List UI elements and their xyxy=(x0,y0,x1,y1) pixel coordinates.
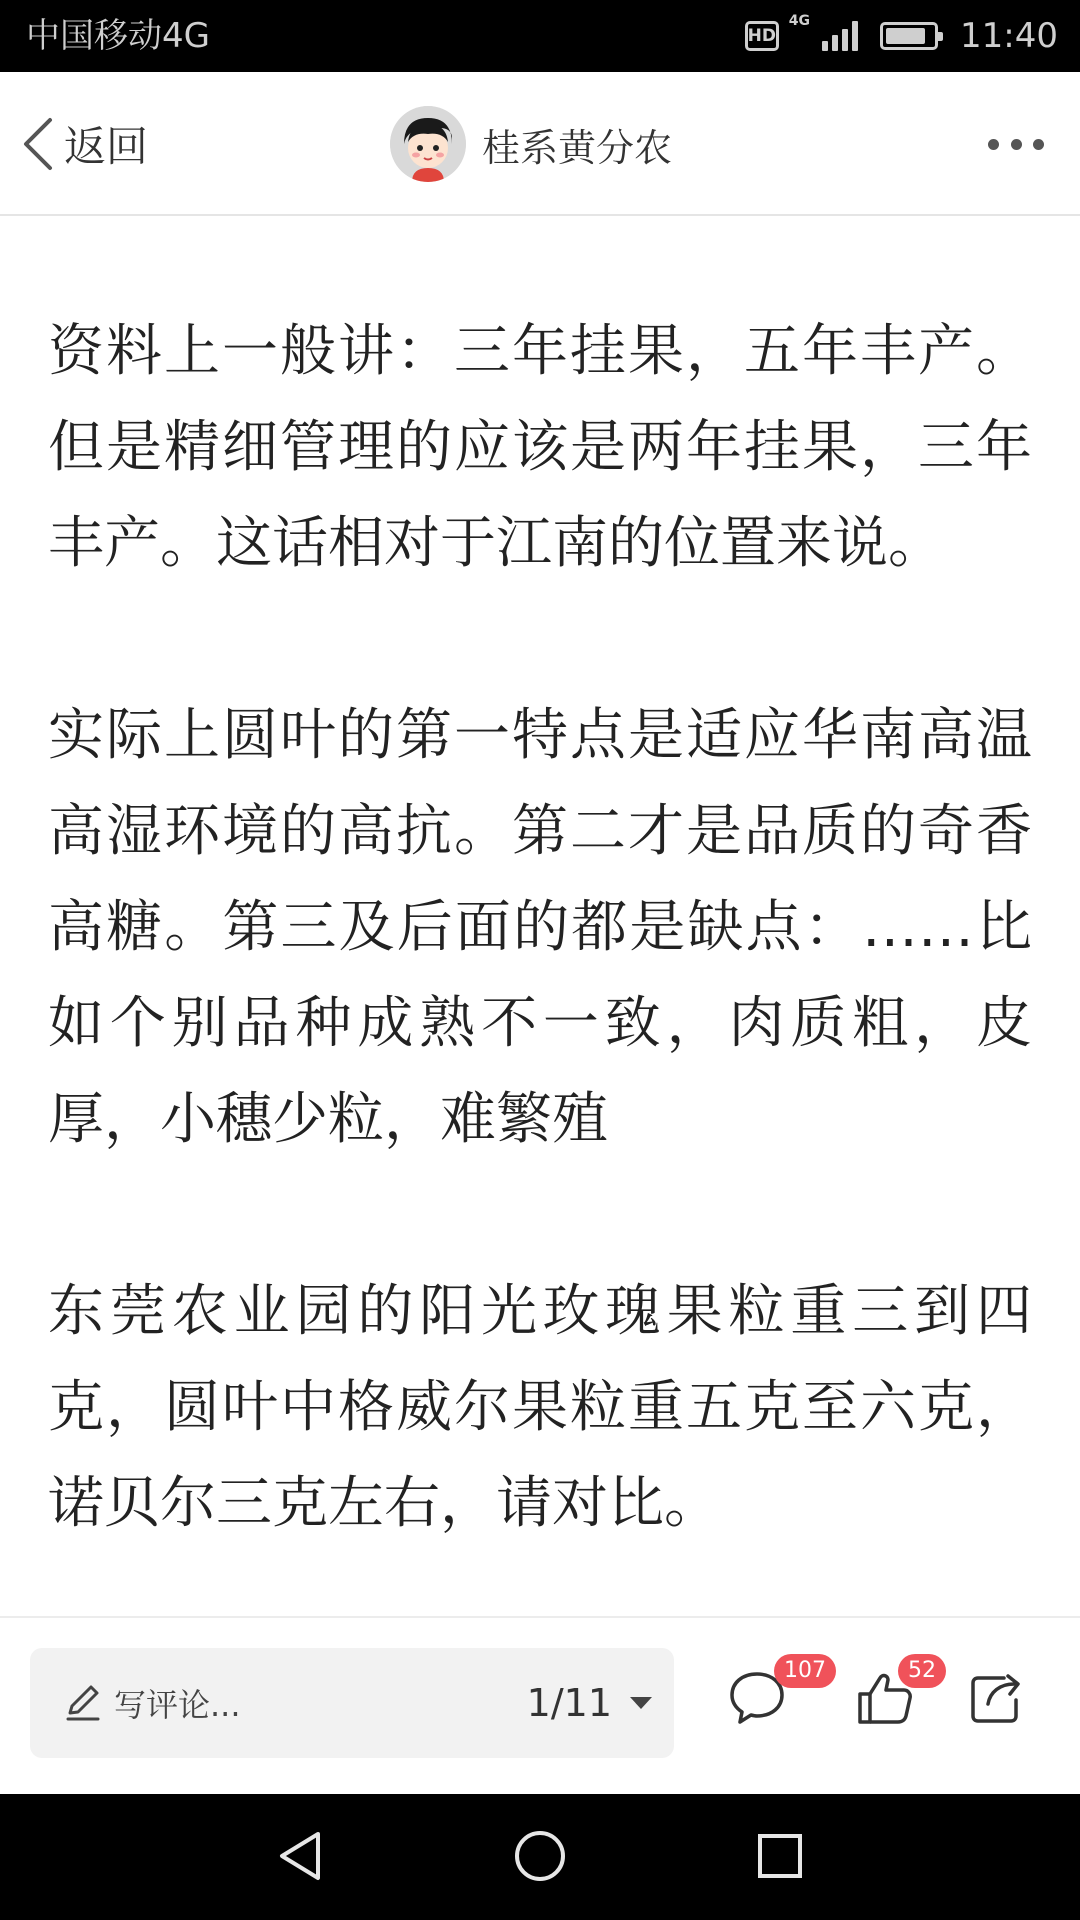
recents-square-icon[interactable] xyxy=(748,1824,812,1888)
article-body xyxy=(0,218,1080,1616)
system-navigation-bar xyxy=(0,1794,1080,1920)
battery-level xyxy=(886,28,925,44)
network-type: 4G xyxy=(788,13,811,29)
article-paragraph: 资料上一般讲：三年挂果，五年丰产。但是精细管理的应该是两年挂果，三年丰产。这话相对于江南的位置来说。 xyxy=(48,319,1032,576)
comment-input[interactable] xyxy=(30,1648,674,1758)
top-nav-bar xyxy=(0,72,1080,216)
article-paragraph: 实际上圆叶的第一特点是适应华南高温高湿环境的高抗。第二才是品质的奇香高糖。第三及后面的都是缺点：……比如个别品种成熟不一致，肉质粗，皮厚，小穗少粒，难繁殖 xyxy=(48,703,1032,1152)
author-name[interactable]: 桂系黄分农 xyxy=(482,125,673,170)
caret-down-icon[interactable] xyxy=(628,1695,654,1711)
status-bar xyxy=(0,0,1080,72)
like-count-badge: 52 xyxy=(898,1654,946,1688)
article-paragraph: 东莞农业园的阳光玫瑰果粒重三到四克，圆叶中格威尔果粒重五克至六克，诺贝尔三克左右，请对比。 xyxy=(48,1279,1032,1536)
status-time: 11:40 xyxy=(960,16,1058,56)
page-indicator[interactable]: 1/11 xyxy=(526,1681,612,1725)
avatar[interactable] xyxy=(390,106,466,182)
home-circle-icon[interactable] xyxy=(508,1824,572,1888)
chevron-left-icon xyxy=(18,112,58,176)
back-label: 返回 xyxy=(64,122,149,171)
signal-icon xyxy=(822,21,858,51)
carrier-name: 中国移动4G xyxy=(26,16,210,56)
bottom-action-bar xyxy=(0,1616,1080,1794)
pencil-icon xyxy=(60,1681,104,1725)
status-icons xyxy=(745,14,1058,58)
back-triangle-icon[interactable] xyxy=(268,1824,332,1888)
avatar-cartoon-icon xyxy=(390,106,466,182)
hd-badge: HD xyxy=(745,21,779,51)
share-icon[interactable] xyxy=(964,1664,1030,1730)
battery-icon xyxy=(880,22,938,50)
back-button[interactable] xyxy=(18,112,148,176)
more-dots-icon[interactable] xyxy=(988,128,1044,160)
author-info[interactable] xyxy=(390,102,672,186)
comment-count-badge: 107 xyxy=(774,1654,836,1688)
comment-placeholder: 写评论... xyxy=(114,1686,241,1724)
